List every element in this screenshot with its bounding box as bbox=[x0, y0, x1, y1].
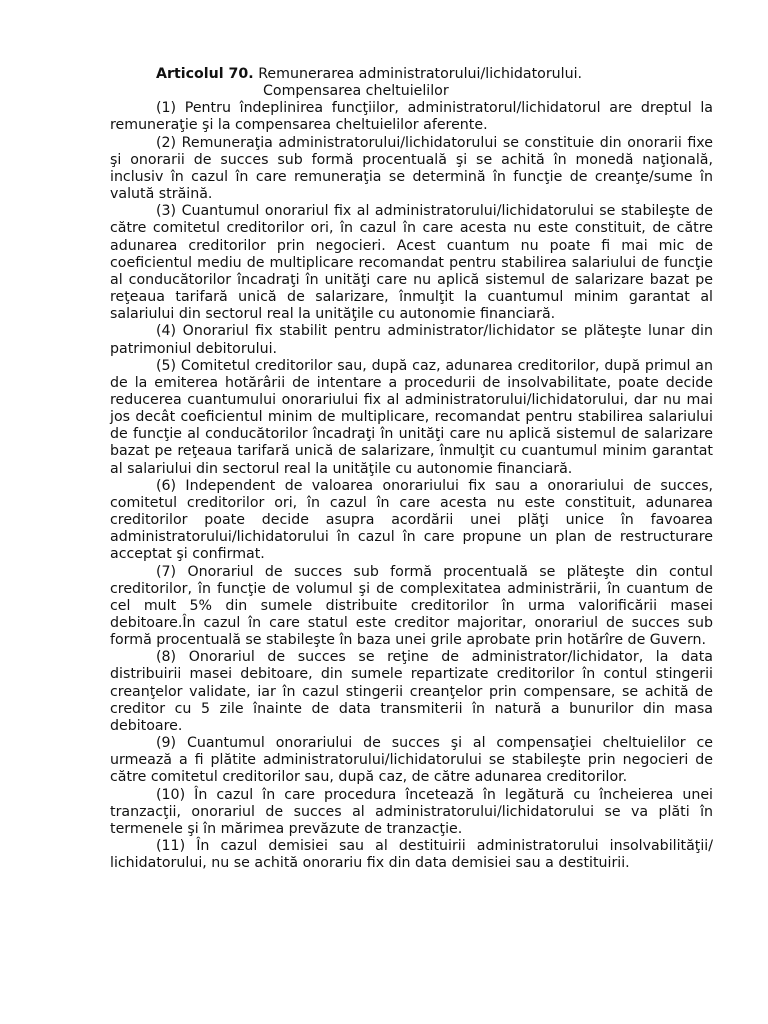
article-heading bbox=[110, 66, 713, 83]
paragraph-10: (10) În cazul în care procedura încetează în legătură cu încheierea unei tranzacţii, onorariul de succes al administratorului/lichidatorului se va plăti în termenele şi în mărimea prevăzute de tranzacţie. bbox=[110, 786, 713, 837]
paragraph-8: (8) Onorariul de succes se reţine de administrator/lichidator, la data distribuirii masei debitoare, din sumele repartizate creditorilor în contul stingerii creanţelor validate, iar în cazul stingerii creanţelor prin compensare, se achită de creditor cu 5 zile înainte de data transmiterii în natură a bunurilor din masa debitoare. bbox=[110, 649, 713, 734]
paragraph-7: (7) Onorariul de succes sub formă procentuală se plăteşte din contul creditorilor, în funcţie de volumul şi de complexitatea administrării, în cuantum de cel mult 5% din sumele distribuite creditorilor în urma valorificării masei debitoare.În cazul în care statul este creditor majoritar, onorariul de succes sub formă procentuală se stabileşte în baza unei grile aprobate prin hotărîre de Guvern. bbox=[110, 563, 713, 649]
article-title-line1: Remunerarea administratorului/lichidatorului. bbox=[258, 66, 583, 82]
paragraph-9: (9) Cuantumul onorariului de succes şi al compensaţiei cheltuielilor ce urmează a fi plătite administratorului/lichidatorului se stabileşte prin negocieri de către comitetul creditorilor sau, după caz, de către adunarea creditorilor. bbox=[110, 735, 713, 786]
paragraph-6: (6) Independent de valoarea onorariului fix sau a onorariului de succes, comitetul creditorilor ori, în cazul în care acesta nu este constituit, adunarea creditorilor poate decide asupra acordării unei plăţi unice în favoarea administratorului/lichidatorului în cazul în care propune un plan de restructurare acceptat şi confirmat. bbox=[110, 477, 713, 563]
paragraph-2: (2) Remuneraţia administratorului/lichidatorului se constituie din onorarii fixe şi onorarii de succes sub formă procentuală şi se achită în monedă naţională, inclusiv în cazul în care remuneraţia se determină în funcţie de creanţe/sume în valută străină. bbox=[110, 134, 713, 203]
paragraph-4: (4) Onorariul fix stabilit pentru administrator/lichidator se plăteşte lunar din patrimoniul debitorului. bbox=[110, 323, 713, 357]
paragraph-3: (3) Cuantumul onorariul fix al administratorului/lichidatorului se stabileşte de către comitetul creditorilor ori, în cazul în care acesta nu este constituit, de către adunarea creditorilor prin negocieri. Acest cuantum nu poate fi mai mic de coeficientul mediu de multiplicare recomandat pentru stabilirea salariului de funcţie al conducătorilor încadraţi în unităţi care nu aplică sistemul de salarizare bazat pe reţeaua tarifară unică de salarizare, înmulţit la cuantumul minim garantat al salariului din sectorul real la unităţile cu autonomie financiară. bbox=[110, 203, 713, 323]
article-title-line2: Compensarea cheltuielilor bbox=[263, 83, 449, 100]
paragraph-5: (5) Comitetul creditorilor sau, după caz, adunarea creditorilor, după primul an de la emiterea hotărârii de intentare a procedurii de insolvabilitate, poate decide reducerea cuantumului onorariului fix al administratorului/lichidatorului, dar nu mai jos decât coeficientul minim de multiplicare, recomandat pentru stabilirea salariului de funcţie al conducătorilor încadraţi în unităţi care nu aplică sistemul de salarizare bazat pe reţeaua tarifară unică de salarizare, înmulţit cu cuantumul minim garantat al salariului din sectorul real la unităţile cu autonomie financiară. bbox=[110, 357, 713, 477]
paragraph-1: (1) Pentru îndeplinirea funcţiilor, administratorul/lichidatorul are dreptul la remuneraţie şi la compensarea cheltuielilor aferente. bbox=[110, 100, 713, 134]
document-page bbox=[110, 66, 713, 872]
paragraph-11: (11) În cazul demisiei sau al destituirii administratorului insolvabilităţii/ lichidatorului, nu se achită onorariu fix din data demisiei sau a destituirii. bbox=[110, 838, 713, 872]
article-number: Articolul 70. bbox=[156, 66, 254, 82]
